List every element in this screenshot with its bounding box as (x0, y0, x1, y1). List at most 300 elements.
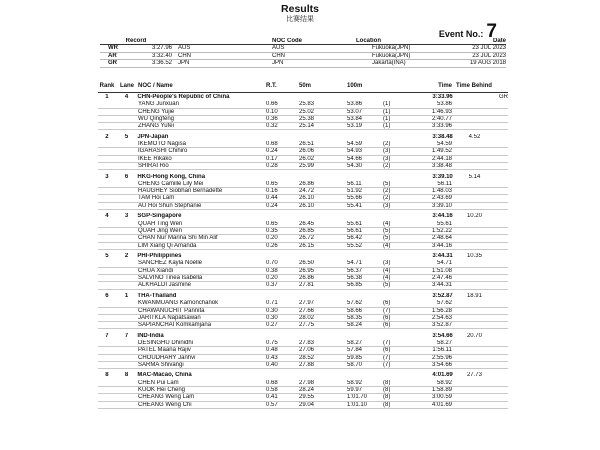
swimmer-row (98, 163, 508, 170)
swimmer-name: SAPIANCHAI Komkamjana (138, 322, 212, 329)
record-time: 3:27.96 (151, 45, 172, 51)
swimmer-split-50m: 26.50 (299, 260, 315, 267)
swimmer-row (98, 315, 508, 322)
page-title: Results (281, 3, 319, 15)
team-row-gap (264, 94, 415, 101)
swimmer-cumulative-time: 58.92 (436, 379, 452, 386)
swimmer-split-50m: 26.86 (299, 275, 315, 282)
swimmer-cumulative-time: 54.71 (436, 260, 452, 267)
swimmer-split-50m: 26.95 (299, 267, 315, 274)
record-time: 3:32.40 (151, 52, 172, 59)
swimmer-split-100m: 56.37 (347, 267, 363, 274)
swimmer-lane-blank (116, 188, 138, 194)
swimmer-position: (3) (383, 148, 391, 155)
swimmer-position: (6) (383, 314, 391, 321)
swimmer-reaction-time: 0.58 (266, 387, 278, 394)
swimmer-name: YANG Junxuan (138, 101, 179, 108)
swimmer-name: QUAH Ting Wen (138, 220, 183, 227)
swimmer-reaction-time: 0.20 (266, 275, 278, 282)
records-col-record: Record (125, 38, 147, 44)
swimmer-cumulative-time: 54.59 (436, 141, 452, 148)
team-row-gap (264, 372, 415, 379)
swimmer-name: SHIRAI Rio (138, 162, 169, 169)
swimmer-rank-blank (98, 260, 116, 266)
swimmer-cumulative-time: 3:44.31 (431, 282, 452, 289)
team-lane: 6 (124, 173, 129, 180)
col-time-behind: Time Behind (456, 83, 492, 89)
swimmer-reaction-time: 0.27 (266, 322, 278, 329)
swimmer-row (98, 188, 508, 195)
team-rank: 6 (105, 292, 109, 299)
swimmer-split-50m: 26.10 (299, 202, 315, 209)
swimmer-row (98, 355, 508, 362)
team-rank: 1 (105, 94, 109, 100)
swimmer-position: (7) (383, 307, 391, 314)
swimmer-rank-blank (98, 347, 116, 353)
swimmer-name: SANCHEZ Kayla Noelle (138, 260, 203, 267)
results-body (98, 94, 508, 412)
col-rank: Rank (99, 83, 115, 89)
team-time: 3:38.48 (432, 133, 453, 140)
swimmer-position: (1) (383, 101, 391, 108)
team-row (98, 372, 508, 379)
swimmer-row (98, 308, 508, 315)
swimmer-reaction-time: 0.65 (266, 180, 278, 187)
swimmer-row (98, 300, 508, 307)
swimmer-split-100m: 59.97 (347, 387, 363, 394)
swimmer-position: (2) (383, 195, 391, 202)
swimmer-cumulative-time: 1:46.93 (431, 108, 452, 115)
team-rank: 2 (105, 133, 109, 140)
swimmer-name: AU Hoi Shun Stephanie (138, 202, 202, 209)
swimmer-split-50m: 29.55 (299, 394, 315, 401)
swimmer-lane-blank (116, 347, 138, 353)
swimmer-row (98, 141, 508, 148)
swimmer-reaction-time: 0.65 (266, 220, 278, 227)
col-name: NOC / Name (138, 83, 173, 89)
swimmer-split-100m: 58.70 (347, 361, 363, 368)
swimmer-row (98, 260, 508, 267)
swimmer-split-50m: 28.52 (299, 354, 315, 361)
swimmer-reaction-time: 0.70 (266, 260, 278, 267)
swimmer-position: (3) (383, 155, 391, 162)
team-name: IND-India (137, 332, 164, 339)
swimmer-rank-blank (98, 181, 116, 187)
swimmer-name: CHUA Xiandi (138, 267, 174, 274)
swimmer-split-50m: 26.85 (299, 227, 315, 234)
swimmer-split-50m: 25.02 (299, 108, 315, 115)
swimmer-split-100m: 57.84 (347, 347, 363, 354)
swimmer-lane-blank (116, 181, 138, 187)
event-number: 7 (486, 21, 497, 42)
team-record-badge: GR (498, 94, 508, 100)
swimmer-cumulative-time: 56.11 (437, 180, 452, 187)
swimmer-reaction-time: 0.16 (266, 188, 278, 195)
team-rank: 7 (105, 332, 109, 339)
swimmer-lane-blank (116, 116, 138, 122)
swimmer-name: ALKHALDI Jasmine (138, 282, 192, 289)
swimmer-position: (4) (383, 275, 391, 282)
swimmer-row (98, 181, 508, 188)
swimmer-split-50m: 28.24 (299, 387, 315, 394)
swimmer-name: TAM Hoi Lam (138, 195, 175, 202)
swimmer-split-50m: 24.72 (299, 188, 315, 195)
team-name: JPN-Japan (137, 133, 169, 140)
swimmer-split-100m: 53.07 (347, 108, 363, 115)
swimmer-lane-blank (116, 322, 138, 328)
team-record-badge (492, 372, 508, 379)
records-rows (100, 45, 506, 68)
team-rank: 8 (105, 372, 109, 379)
team-rank: 4 (105, 213, 109, 220)
swimmer-name: SALVINO Tinea Isabella (138, 275, 203, 282)
swimmer-name: KWANMUANG Kamonchanok (138, 300, 219, 307)
record-date: 19 AUG 2018 (469, 60, 506, 67)
swimmer-name: CHAN Nur Marina Shi Min Alif (138, 235, 218, 242)
swimmer-position: (2) (383, 188, 391, 195)
swimmer-name: CHENG Camille Lily Mei (138, 180, 204, 187)
records-col-noc: NOC Code (272, 38, 302, 44)
swimmer-name: CHAWANUCHIT Pannita (138, 307, 205, 314)
swimmer-rank-blank (98, 188, 116, 194)
swimmer-position: (3) (383, 260, 391, 267)
swimmer-reaction-time: 0.40 (266, 361, 278, 368)
swimmer-row (98, 387, 508, 394)
record-location: Fukuoka(JPN) (372, 52, 411, 59)
swimmer-position: (8) (383, 387, 391, 394)
swimmer-split-50m: 25.14 (299, 123, 315, 130)
swimmer-cumulative-time: 2:55.96 (431, 354, 452, 361)
swimmer-reaction-time: 0.37 (266, 282, 278, 289)
swimmer-split-50m: 27.66 (299, 307, 315, 314)
swimmer-name: DESINGHU Dhinidhi (138, 339, 194, 346)
swimmer-rank-blank (98, 243, 116, 249)
swimmer-lane-blank (116, 394, 138, 400)
team-row-gap (264, 333, 415, 340)
record-location: Fukuoka(JPN) (372, 45, 411, 51)
swimmer-rank-blank (98, 195, 116, 201)
team-name: HKG-Hong Kong, China (137, 173, 206, 180)
team-time-behind: 27.73 (466, 372, 482, 379)
swimmer-reaction-time: 0.66 (266, 101, 278, 108)
swimmer-position: (1) (383, 108, 391, 115)
team-rank: 5 (105, 253, 109, 260)
record-date: 23 JUL 2023 (472, 45, 506, 51)
swimmer-cumulative-time: 4:01.69 (431, 401, 452, 408)
swimmer-lane-blank (116, 228, 138, 234)
team-record-badge (492, 253, 508, 260)
swimmer-cumulative-time: 3:54.66 (431, 361, 452, 368)
swimmer-position: (4) (383, 267, 391, 274)
swimmer-split-100m: 54.71 (347, 260, 363, 267)
team-time: 3:54.66 (432, 332, 453, 339)
col-100m: 100m (347, 83, 363, 89)
team-lane: 3 (124, 213, 129, 220)
swimmer-rank-blank (98, 268, 116, 274)
swimmer-split-50m: 29.04 (299, 401, 315, 408)
swimmer-rank-blank (98, 362, 116, 368)
swimmer-reaction-time: 0.38 (266, 267, 278, 274)
swimmer-lane-blank (116, 315, 138, 321)
swimmer-split-50m: 26.51 (299, 141, 315, 148)
swimmer-position: (5) (383, 180, 391, 187)
team-name: SGP-Singapore (137, 213, 182, 220)
swimmer-lane-blank (116, 308, 138, 314)
swimmer-rank-blank (98, 203, 116, 209)
swimmer-rank-blank (98, 228, 116, 234)
swimmer-cumulative-time: 2:48.64 (431, 235, 452, 242)
team-block (98, 253, 508, 289)
swimmer-position: (8) (383, 379, 391, 386)
swimmer-position: (1) (383, 115, 391, 122)
team-lane: 7 (124, 332, 129, 339)
swimmer-lane-blank (116, 163, 138, 169)
team-lane: 1 (124, 292, 129, 299)
swimmer-reaction-time: 0.24 (266, 148, 278, 155)
swimmer-split-50m: 25.99 (299, 162, 315, 169)
team-row-gap (264, 293, 415, 300)
swimmer-position: (8) (383, 394, 391, 401)
team-time: 4:01.69 (432, 372, 453, 379)
swimmer-position: (3) (383, 202, 391, 209)
team-time-behind: 10.20 (466, 213, 482, 220)
swimmer-cumulative-time: 3:33.96 (431, 123, 452, 130)
swimmer-row (98, 195, 508, 202)
swimmer-split-50m: 27.97 (299, 300, 315, 307)
record-code: AR (108, 52, 117, 59)
team-block (98, 293, 508, 329)
team-time: 3:44.16 (432, 213, 453, 220)
swimmer-lane-blank (116, 282, 138, 288)
swimmer-row (98, 228, 508, 235)
team-time: 3:33.96 (432, 94, 453, 100)
swimmer-reaction-time: 0.71 (266, 300, 278, 307)
swimmer-row (98, 402, 508, 409)
swimmer-split-100m: 56.38 (347, 275, 363, 282)
swimmer-split-100m: 58.66 (347, 307, 363, 314)
swimmer-split-50m: 26.15 (299, 242, 315, 249)
swimmer-name: CHEN Pui Lam (138, 379, 179, 386)
swimmer-rank-blank (98, 156, 116, 162)
swimmer-rank-blank (98, 235, 116, 241)
swimmer-lane-blank (116, 141, 138, 147)
swimmer-row (98, 156, 508, 163)
swimmer-lane-blank (116, 195, 138, 201)
swimmer-split-100m: 55.52 (347, 242, 363, 249)
team-name: MAC-Macao, China (137, 372, 192, 379)
swimmer-position: (7) (383, 361, 391, 368)
swimmer-split-50m: 27.88 (299, 361, 315, 368)
swimmer-lane-blank (116, 300, 138, 306)
swimmer-split-100m: 55.61 (347, 220, 363, 227)
swimmer-split-50m: 26.72 (299, 235, 315, 242)
swimmer-split-50m: 26.45 (299, 220, 315, 227)
swimmer-split-50m: 27.81 (299, 282, 315, 289)
swimmer-reaction-time: 0.17 (266, 155, 278, 162)
swimmer-split-100m: 54.59 (347, 141, 363, 148)
swimmer-lane-blank (116, 203, 138, 209)
record-noc: JPN (178, 60, 190, 67)
swimmer-split-100m: 56.42 (347, 235, 363, 242)
results-header (98, 77, 508, 93)
swimmer-reaction-time: 0.75 (266, 339, 278, 346)
team-time-behind: 20.70 (466, 332, 482, 339)
swimmer-name: CHEANG Weng Lam (138, 394, 195, 401)
swimmer-cumulative-time: 2:40.77 (431, 115, 452, 122)
swimmer-rank-blank (98, 394, 116, 400)
swimmer-position: (2) (383, 162, 391, 169)
swimmer-lane-blank (116, 235, 138, 241)
swimmer-position: (7) (383, 354, 391, 361)
swimmer-position: (4) (383, 242, 391, 249)
swimmer-reaction-time: 0.30 (266, 314, 278, 321)
col-rt: R.T. (266, 83, 277, 89)
swimmer-split-50m: 26.02 (299, 155, 315, 162)
swimmer-split-100m: 53.84 (347, 115, 363, 122)
record-location: Jakarta(INA) (372, 60, 406, 67)
team-record-badge (492, 174, 508, 181)
swimmer-lane-blank (116, 275, 138, 281)
swimmer-cumulative-time: 1:52.22 (431, 227, 452, 234)
swimmer-lane-blank (116, 340, 138, 346)
team-row (98, 174, 508, 181)
swimmer-lane-blank (116, 123, 138, 129)
swimmer-split-100m: 51.92 (347, 188, 363, 195)
swimmer-position: (5) (383, 227, 391, 234)
record-time: 3:36.52 (151, 60, 172, 67)
swimmer-rank-blank (98, 355, 116, 361)
swimmer-reaction-time: 0.24 (266, 202, 278, 209)
records-col-location: Location (356, 38, 381, 44)
swimmer-row (98, 235, 508, 242)
swimmer-rank-blank (98, 308, 116, 314)
swimmer-reaction-time: 0.10 (266, 108, 278, 115)
swimmer-split-50m: 27.06 (299, 347, 315, 354)
swimmer-lane-blank (116, 101, 138, 107)
swimmer-rank-blank (98, 109, 116, 115)
swimmer-lane-blank (116, 380, 138, 386)
swimmer-split-100m: 56.61 (347, 227, 363, 234)
swimmer-name: IKEMOTO Nagisa (138, 141, 186, 148)
team-time-behind: 10.35 (466, 253, 482, 260)
swimmer-cumulative-time: 3:39.10 (431, 202, 452, 209)
swimmer-position: (5) (383, 235, 391, 242)
swimmer-rank-blank (98, 282, 116, 288)
swimmer-reaction-time: 0.35 (266, 227, 278, 234)
swimmer-name: IKEE Rikako (138, 155, 172, 162)
swimmer-split-50m: 27.98 (299, 379, 315, 386)
swimmer-split-50m: 26.10 (299, 195, 315, 202)
swimmer-split-100m: 58.35 (347, 314, 363, 321)
swimmer-row (98, 243, 508, 250)
swimmer-position: (2) (383, 141, 391, 148)
swimmer-split-100m: 58.24 (347, 322, 363, 329)
swimmer-rank-blank (98, 101, 116, 107)
swimmer-rank-blank (98, 221, 116, 227)
team-time-behind: 5.14 (468, 173, 481, 180)
swimmer-rank-blank (98, 387, 116, 393)
swimmer-cumulative-time: 1:48.03 (431, 188, 452, 195)
swimmer-split-100m: 54.30 (347, 162, 363, 169)
team-block (98, 213, 508, 249)
swimmer-name: PATEL Maana Rajiv (138, 347, 191, 354)
swimmer-row (98, 203, 508, 210)
swimmer-split-100m: 58.92 (347, 379, 363, 386)
swimmer-position: (6) (383, 300, 391, 307)
team-lane: 5 (124, 133, 129, 140)
swimmer-lane-blank (116, 156, 138, 162)
swimmer-cumulative-time: 55.61 (436, 220, 452, 227)
swimmer-rank-blank (98, 123, 116, 129)
swimmer-split-100m: 1:01.70 (347, 394, 368, 401)
swimmer-split-100m: 53.86 (347, 101, 363, 108)
team-record-badge (492, 293, 508, 300)
swimmer-split-100m: 56.11 (347, 180, 362, 187)
records-table (100, 38, 506, 68)
team-row (98, 134, 508, 141)
swimmer-cumulative-time: 1:51.08 (431, 267, 452, 274)
swimmer-lane-blank (116, 109, 138, 115)
team-row (98, 253, 508, 260)
team-row-gap (264, 134, 415, 141)
swimmer-split-50m: 27.83 (299, 339, 315, 346)
record-code: WR (108, 45, 118, 51)
swimmer-rank-blank (98, 116, 116, 122)
team-time: 3:52.87 (432, 292, 453, 299)
swimmer-cumulative-time: 3:44.16 (431, 242, 452, 249)
swimmer-rank-blank (98, 141, 116, 147)
team-time-behind (457, 94, 492, 101)
swimmer-name: IGARASHI Chihiro (138, 148, 188, 155)
swimmer-lane-blank (116, 362, 138, 368)
swimmer-reaction-time: 0.68 (266, 141, 278, 148)
team-name: PHI-Philippines (137, 253, 182, 260)
swimmer-split-50m: 25.38 (299, 115, 315, 122)
swimmer-split-100m: 55.66 (347, 195, 363, 202)
swimmer-cumulative-time: 3:00.59 (431, 394, 452, 401)
swimmer-split-100m: 58.27 (347, 339, 363, 346)
swimmer-lane-blank (116, 355, 138, 361)
swimmer-lane-blank (116, 148, 138, 154)
event-number-label: Event No.: (438, 29, 484, 39)
swimmer-name: CHEANG Weng Chi (138, 401, 192, 408)
swimmer-position: (1) (383, 123, 391, 130)
records-col-date: Date (492, 38, 506, 44)
swimmer-lane-blank (116, 243, 138, 249)
swimmer-cumulative-time: 3:38.48 (431, 162, 452, 169)
swimmer-name: QUAH Jing Wen (138, 227, 182, 234)
swimmer-name: CHOUDHARY Janhvi (138, 354, 196, 361)
swimmer-reaction-time: 0.57 (266, 401, 278, 408)
swimmer-cumulative-time: 3:52.87 (431, 322, 452, 329)
swimmer-rank-blank (98, 340, 116, 346)
swimmer-cumulative-time: 2:47.46 (431, 275, 452, 282)
record-date: 23 JUL 2023 (472, 52, 506, 59)
swimmer-reaction-time: 0.41 (266, 394, 278, 401)
swimmer-rank-blank (98, 322, 116, 328)
swimmer-split-100m: 54.66 (347, 155, 363, 162)
swimmer-position: (4) (383, 220, 391, 227)
team-row (98, 213, 508, 220)
swimmer-position: (7) (383, 339, 391, 346)
team-name: THA-Thailand (137, 292, 177, 299)
swimmer-position: (5) (383, 282, 391, 289)
record-row (100, 60, 506, 68)
col-lane: Lane (119, 83, 134, 89)
team-time-behind: 4.52 (468, 133, 481, 140)
team-record-badge (492, 213, 508, 220)
swimmer-cumulative-time: 1:56.28 (431, 307, 452, 314)
